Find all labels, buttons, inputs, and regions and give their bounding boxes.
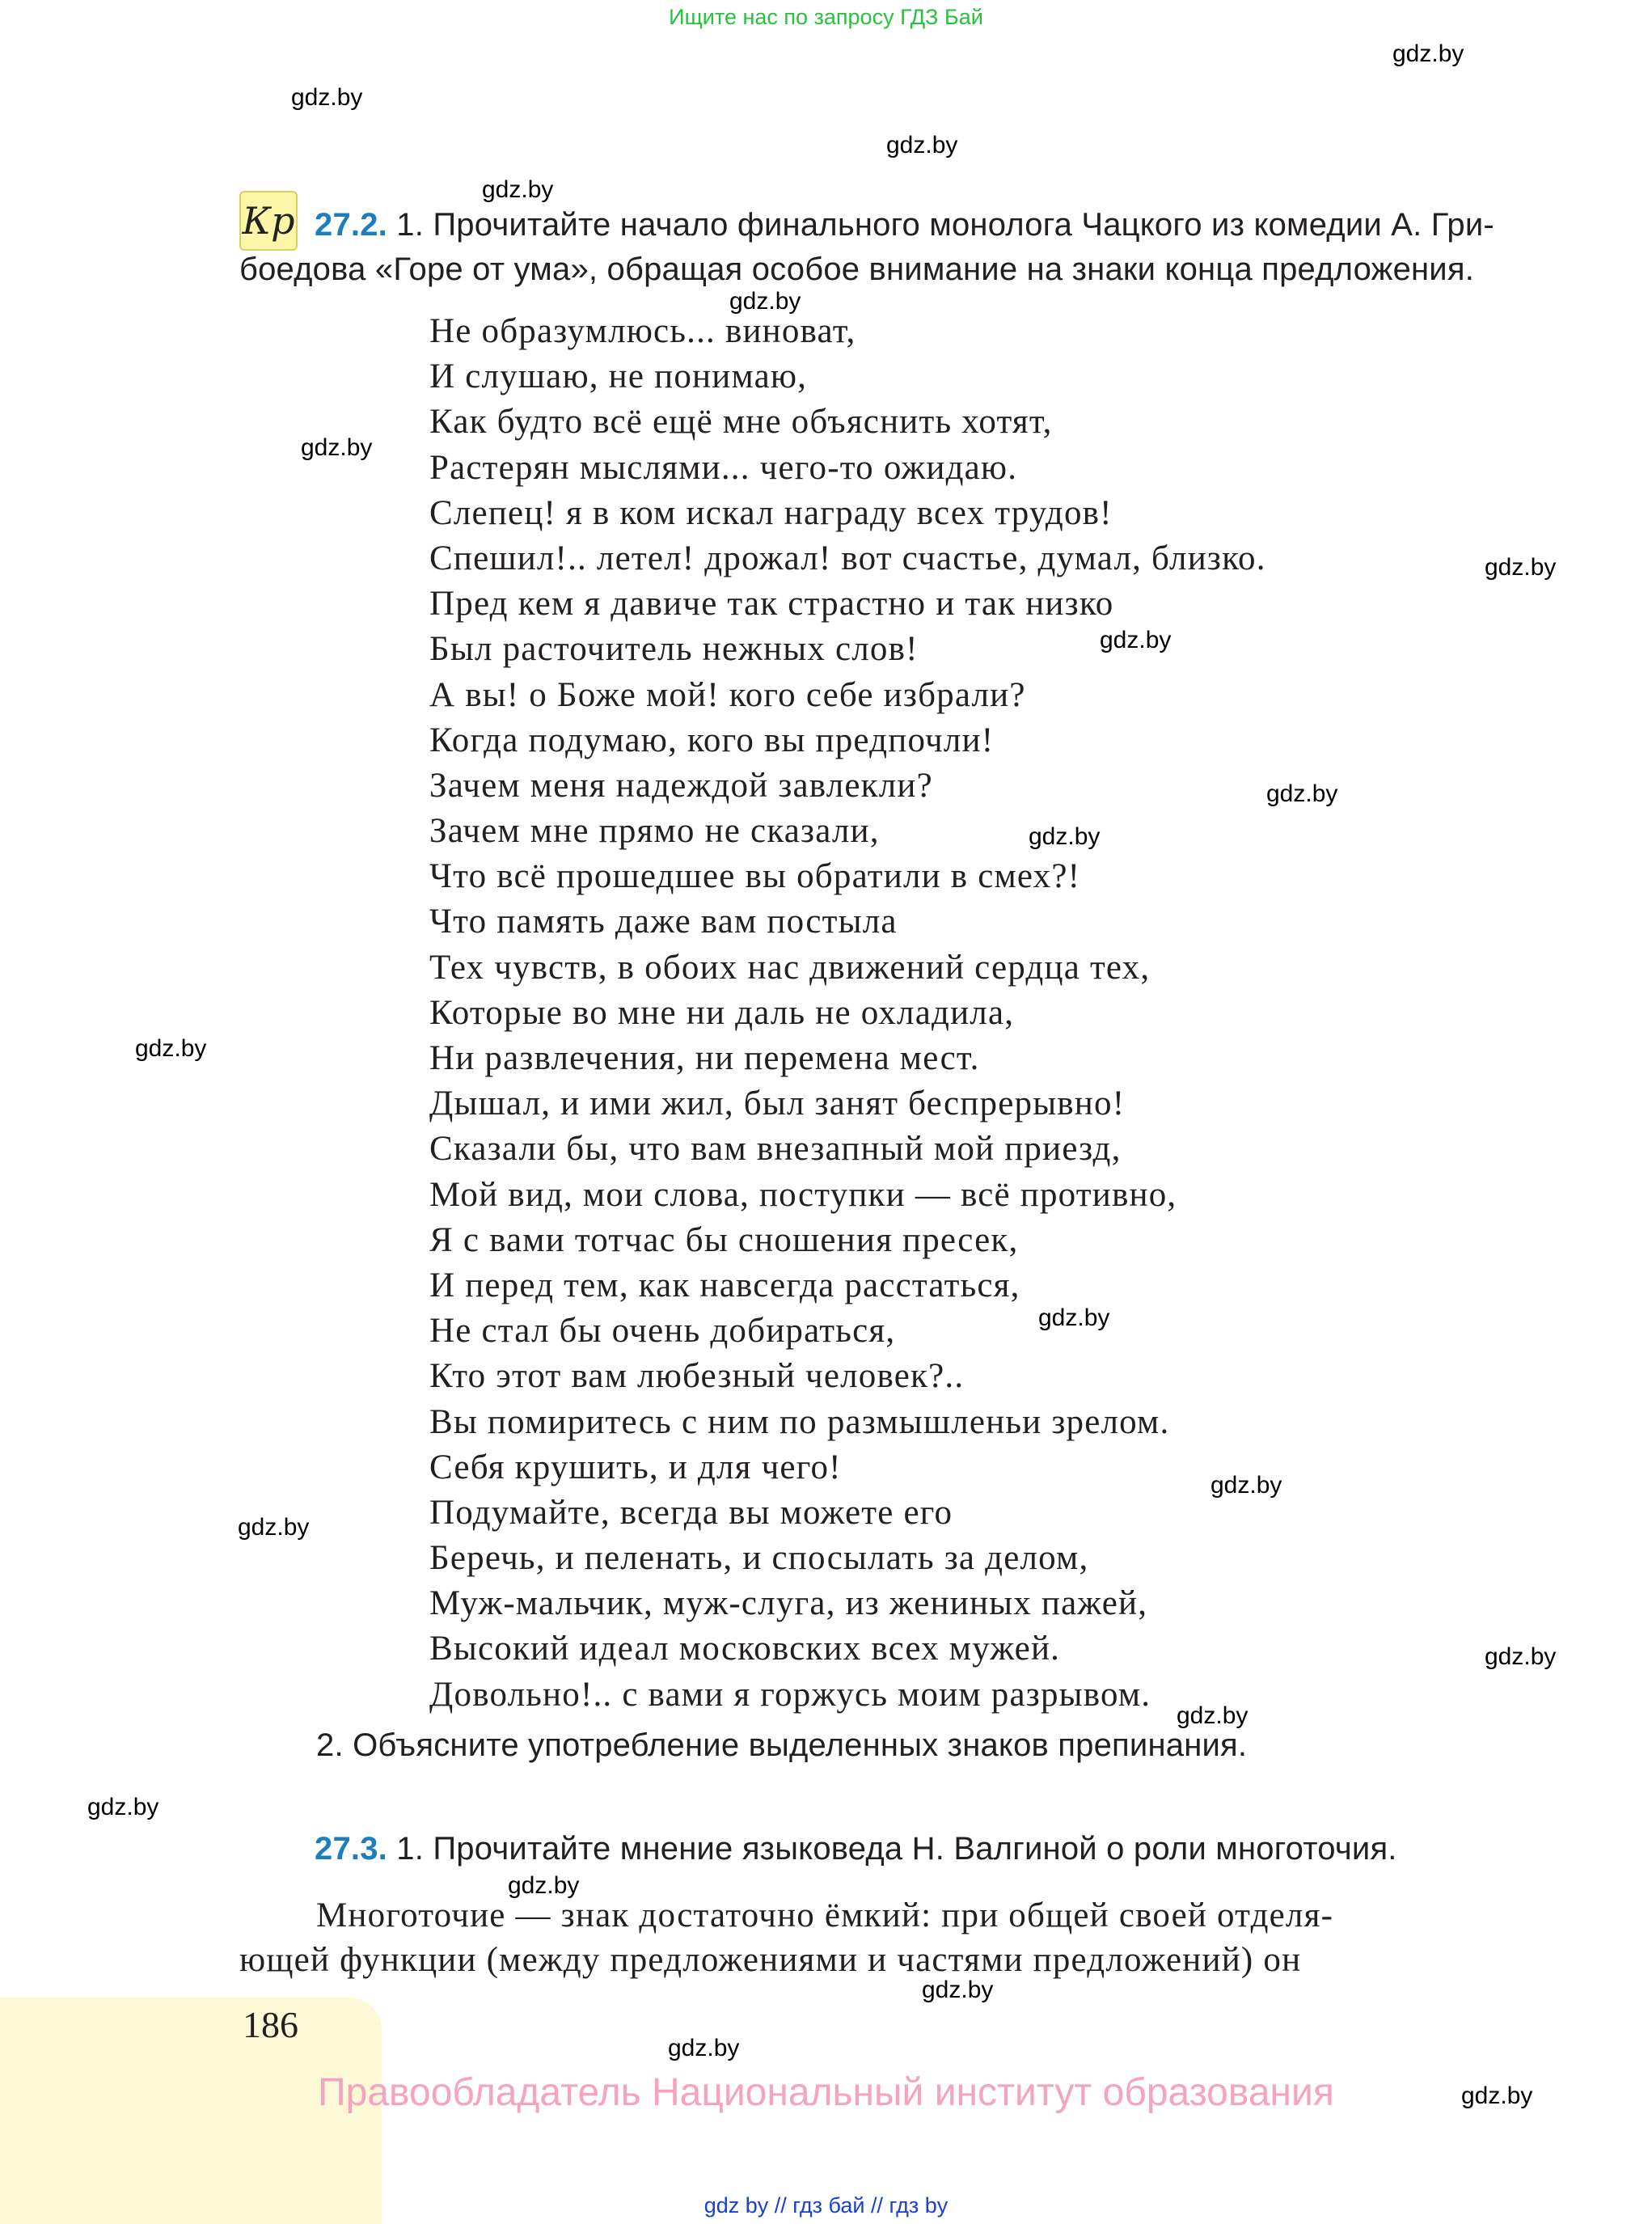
watermark: gdz.by	[1485, 554, 1557, 581]
poem-line: Беречь, и пеленать, и спосылать за делом,	[429, 1539, 1089, 1578]
bottom-site-banner: gdz by // гдз бай // гдз by	[703, 2193, 949, 2218]
watermark: gdz.by	[1485, 1643, 1557, 1670]
poem-line: Дышал, и ими жил, был занят беспрерывно!	[429, 1085, 1126, 1123]
watermark: gdz.by	[922, 1977, 994, 2003]
task-27-2-text-continued: боедова «Горе от ума», обращая особое внимание на знаки конца предложения.	[239, 252, 1475, 287]
task-27-3-heading	[315, 1831, 1397, 1867]
task-27-3-text: 1. Прочитайте мнение языковеда Н. Валгиной о роли многоточия.	[387, 1831, 1397, 1867]
poem-line: Как будто всё ещё мне объяснить хотят,	[429, 403, 1053, 442]
watermark: gdz.by	[1266, 780, 1338, 807]
poem-line: Не стал бы очень добираться,	[429, 1312, 896, 1351]
poem-line: Что память даже вам постыла	[429, 903, 898, 941]
poem-line: Пред кем я давиче так страстно и так низко	[429, 585, 1114, 624]
poem-line: А вы! о Боже мой! кого себе избрали?	[429, 675, 1026, 714]
copyright-notice: Правообладатель Национальный институт образования	[318, 2071, 1334, 2114]
poem-line: Себя крушить, и для чего!	[429, 1448, 842, 1486]
poem-line: Ни развлечения, ни перемена мест.	[429, 1039, 980, 1077]
task-27-2-part-2: 2. Объясните употребление выделенных знаков препинания.	[316, 1727, 1248, 1763]
watermark: gdz.by	[301, 434, 373, 461]
watermark: gdz.by	[668, 2035, 740, 2061]
watermark: gdz.by	[87, 1794, 159, 1820]
watermark: gdz.by	[1210, 1472, 1282, 1499]
poem-line: Которые во мне ни даль не охладила,	[429, 993, 1015, 1032]
poem-line: Довольно!.. с вами я горжусь моим разрывом.	[429, 1675, 1151, 1714]
poem-line: Вы помиритесь с ним по размышленьи зрелом.	[429, 1402, 1170, 1441]
watermark: gdz.by	[1392, 40, 1464, 67]
watermark: gdz.by	[482, 176, 554, 203]
poem-line: И перед тем, как навсегда расстаться,	[429, 1266, 1020, 1304]
watermark: gdz.by	[135, 1035, 207, 1062]
poem-line: И слушаю, не понимаю,	[429, 357, 808, 396]
watermark: gdz.by	[1038, 1304, 1110, 1331]
poem-line: Что всё прошедшее вы обратили в смех?!	[429, 857, 1081, 896]
poem-line: Кто этот вам любезный человек?..	[429, 1357, 965, 1396]
quote-line: ющей функции (между предложениями и частями предложений) он	[239, 1941, 1302, 1979]
task-level-badge	[239, 191, 298, 251]
task-level-badge-letter: Кр	[242, 199, 295, 243]
page-number: 186	[243, 2004, 298, 2045]
poem-line: Сказали бы, что вам внезапный мой приезд,	[429, 1130, 1122, 1169]
task-27-2-number: 27.2.	[315, 207, 387, 243]
watermark: gdz.by	[238, 1514, 310, 1541]
poem-line: Растерян мыслями... чего-то ожидаю.	[429, 448, 1018, 487]
watermark: gdz.by	[291, 84, 363, 111]
poem-line: Зачем меня надеждой завлекли?	[429, 766, 933, 805]
watermark: gdz.by	[1177, 1702, 1249, 1729]
poem-line: Я с вами тотчас бы сношения пресек,	[429, 1220, 1019, 1259]
poem-line: Был расточитель нежных слов!	[429, 630, 919, 669]
top-search-banner: Ищите нас по запросу ГДЗ Бай	[669, 5, 983, 29]
watermark: gdz.by	[508, 1872, 580, 1899]
poem-line: Слепец! я в ком искал награду всех трудов!	[429, 493, 1113, 532]
poem-line: Муж-мальчик, муж-слуга, из жениных пажей,	[429, 1584, 1148, 1623]
watermark: gdz.by	[886, 132, 958, 159]
poem-line: Зачем мне прямо не сказали,	[429, 812, 880, 851]
poem-line: Спешил!.. летел! дрожал! вот счастье, думал, близко.	[429, 539, 1266, 577]
poem-line: Тех чувств, в обоих нас движений сердца тех,	[429, 948, 1151, 987]
task-27-2-heading	[315, 207, 1494, 243]
poem-line: Когда подумаю, кого вы предпочли!	[429, 721, 995, 759]
poem-line: Подумайте, всегда вы можете его	[429, 1493, 953, 1532]
watermark: gdz.by	[1029, 823, 1101, 850]
watermark: gdz.by	[1461, 2082, 1533, 2109]
poem-line: Не образумлюсь... виноват,	[429, 312, 856, 350]
poem-line: Высокий идеал московских всех мужей.	[429, 1630, 1061, 1668]
task-27-3-number: 27.3.	[315, 1831, 387, 1867]
poem-line: Мой вид, мои слова, поступки — всё противно,	[429, 1175, 1177, 1214]
watermark: gdz.by	[1100, 627, 1172, 653]
poem-monologue	[429, 309, 1266, 1718]
watermark: gdz.by	[729, 288, 801, 315]
quote-line: Многоточие — знак достаточно ёмкий: при общей своей отделя-	[316, 1896, 1334, 1934]
task-27-2-text: 1. Прочитайте начало финального монолога Чацкого из комедии А. Гри-	[387, 207, 1494, 243]
